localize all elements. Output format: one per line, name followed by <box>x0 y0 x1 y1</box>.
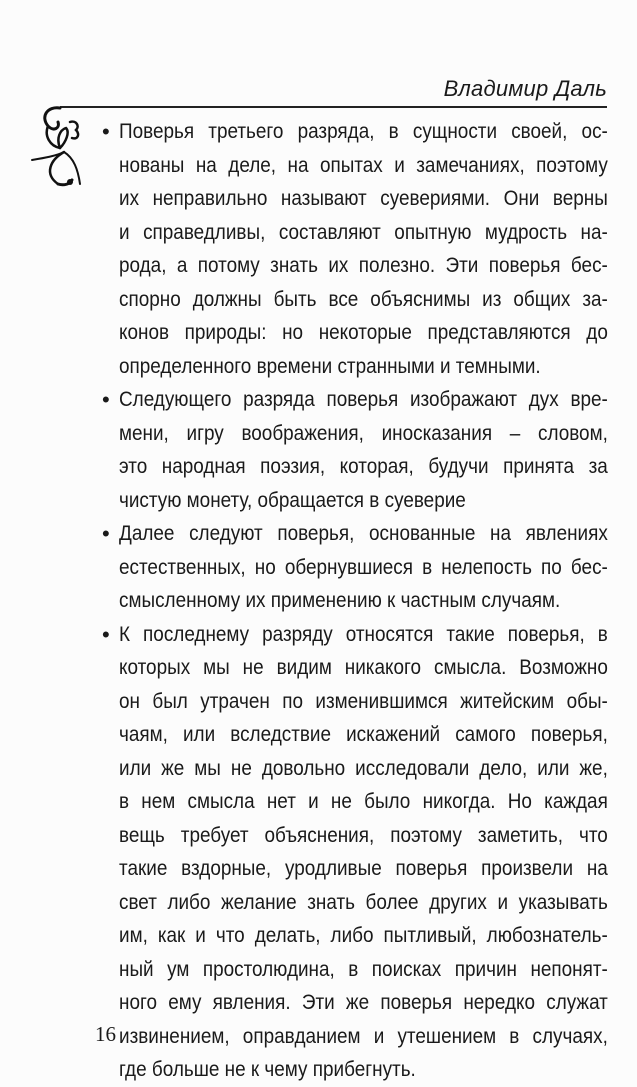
text-line: конов природы: но некоторые представляются до <box>119 320 608 344</box>
bullet-icon: • <box>102 621 110 647</box>
text-line: которых мы не видим никакого смысла. Возможно <box>119 655 608 679</box>
text-line: мени, игру воображения, иносказания – словом, <box>119 420 608 445</box>
bullet-icon: • <box>102 119 110 144</box>
text-line: К последнему разряду относятся такие поверья, в <box>119 621 608 646</box>
bullet-item-1 <box>102 115 608 383</box>
bullet-item-3 <box>102 517 608 618</box>
text-line: ного ему явления. Эти же поверья нередко служат <box>119 990 608 1014</box>
text-line: ный ум простолюдина, в поисках причин непонят- <box>119 956 608 981</box>
text-line: определенного времени странными и темными. <box>119 353 541 378</box>
text-line: Поверья третьего разряда, в сущности своей, ос- <box>119 119 608 143</box>
text-line: чаям, или вследствие искажений самого поверья, <box>119 722 608 746</box>
text-line: в нем смысла нет и не было никогда. Но каждая <box>119 789 608 813</box>
text-line: или же мы не довольно исследовали дело, или же, <box>119 755 608 780</box>
page-number: 16 <box>95 1022 116 1046</box>
text-line: смысленному их применению к частным случаям. <box>119 588 561 612</box>
bullet-icon: • <box>102 521 110 546</box>
text-line: Следующего разряда поверья изображают дух вре- <box>119 387 608 411</box>
header-rule <box>60 106 607 108</box>
text-line: такие вздорные, уродливые поверья произвели на <box>119 856 608 880</box>
floral-vine-icon <box>30 102 92 190</box>
text-line: извинением, оправданием и утешением в случаях, <box>119 1023 608 1048</box>
text-line: где больше не к чему прибегнуть. <box>119 1057 416 1081</box>
body-text <box>102 115 608 1087</box>
text-line: спорно должны быть все объяснимы из общих за- <box>119 286 608 311</box>
text-line: это народная поэзия, которая, будучи принята за <box>119 454 608 478</box>
bullet-item-4 <box>102 618 608 1087</box>
bullet-icon: • <box>102 387 110 412</box>
text-line: Далее следуют поверья, основанные на явлениях <box>119 521 608 545</box>
text-line: им, как и что делать, либо пытливый, любознатель- <box>119 923 608 947</box>
text-line: рода, а потому знать их полезно. Эти поверья бес- <box>119 253 608 277</box>
bullet-item-2 <box>102 383 608 517</box>
text-line: и справедливы, составляют опытную мудрость на- <box>119 219 608 244</box>
text-line: естественных, но обернувшиеся в нелепость по бес- <box>119 554 608 579</box>
running-title: Владимир Даль <box>443 76 607 101</box>
text-line: вещь требует объяснения, поэтому заметить, что <box>119 822 608 847</box>
text-line: он был утрачен по изменившимся житейским обы- <box>119 688 608 713</box>
text-line: чистую монету, обращается в суеверие <box>119 487 466 512</box>
text-line: нованы на деле, на опытах и замечаниях, поэтому <box>119 152 608 177</box>
text-line: их неправильно называют суевериями. Они верны <box>119 186 608 210</box>
text-line: свет либо желание знать более других и указывать <box>119 889 608 914</box>
